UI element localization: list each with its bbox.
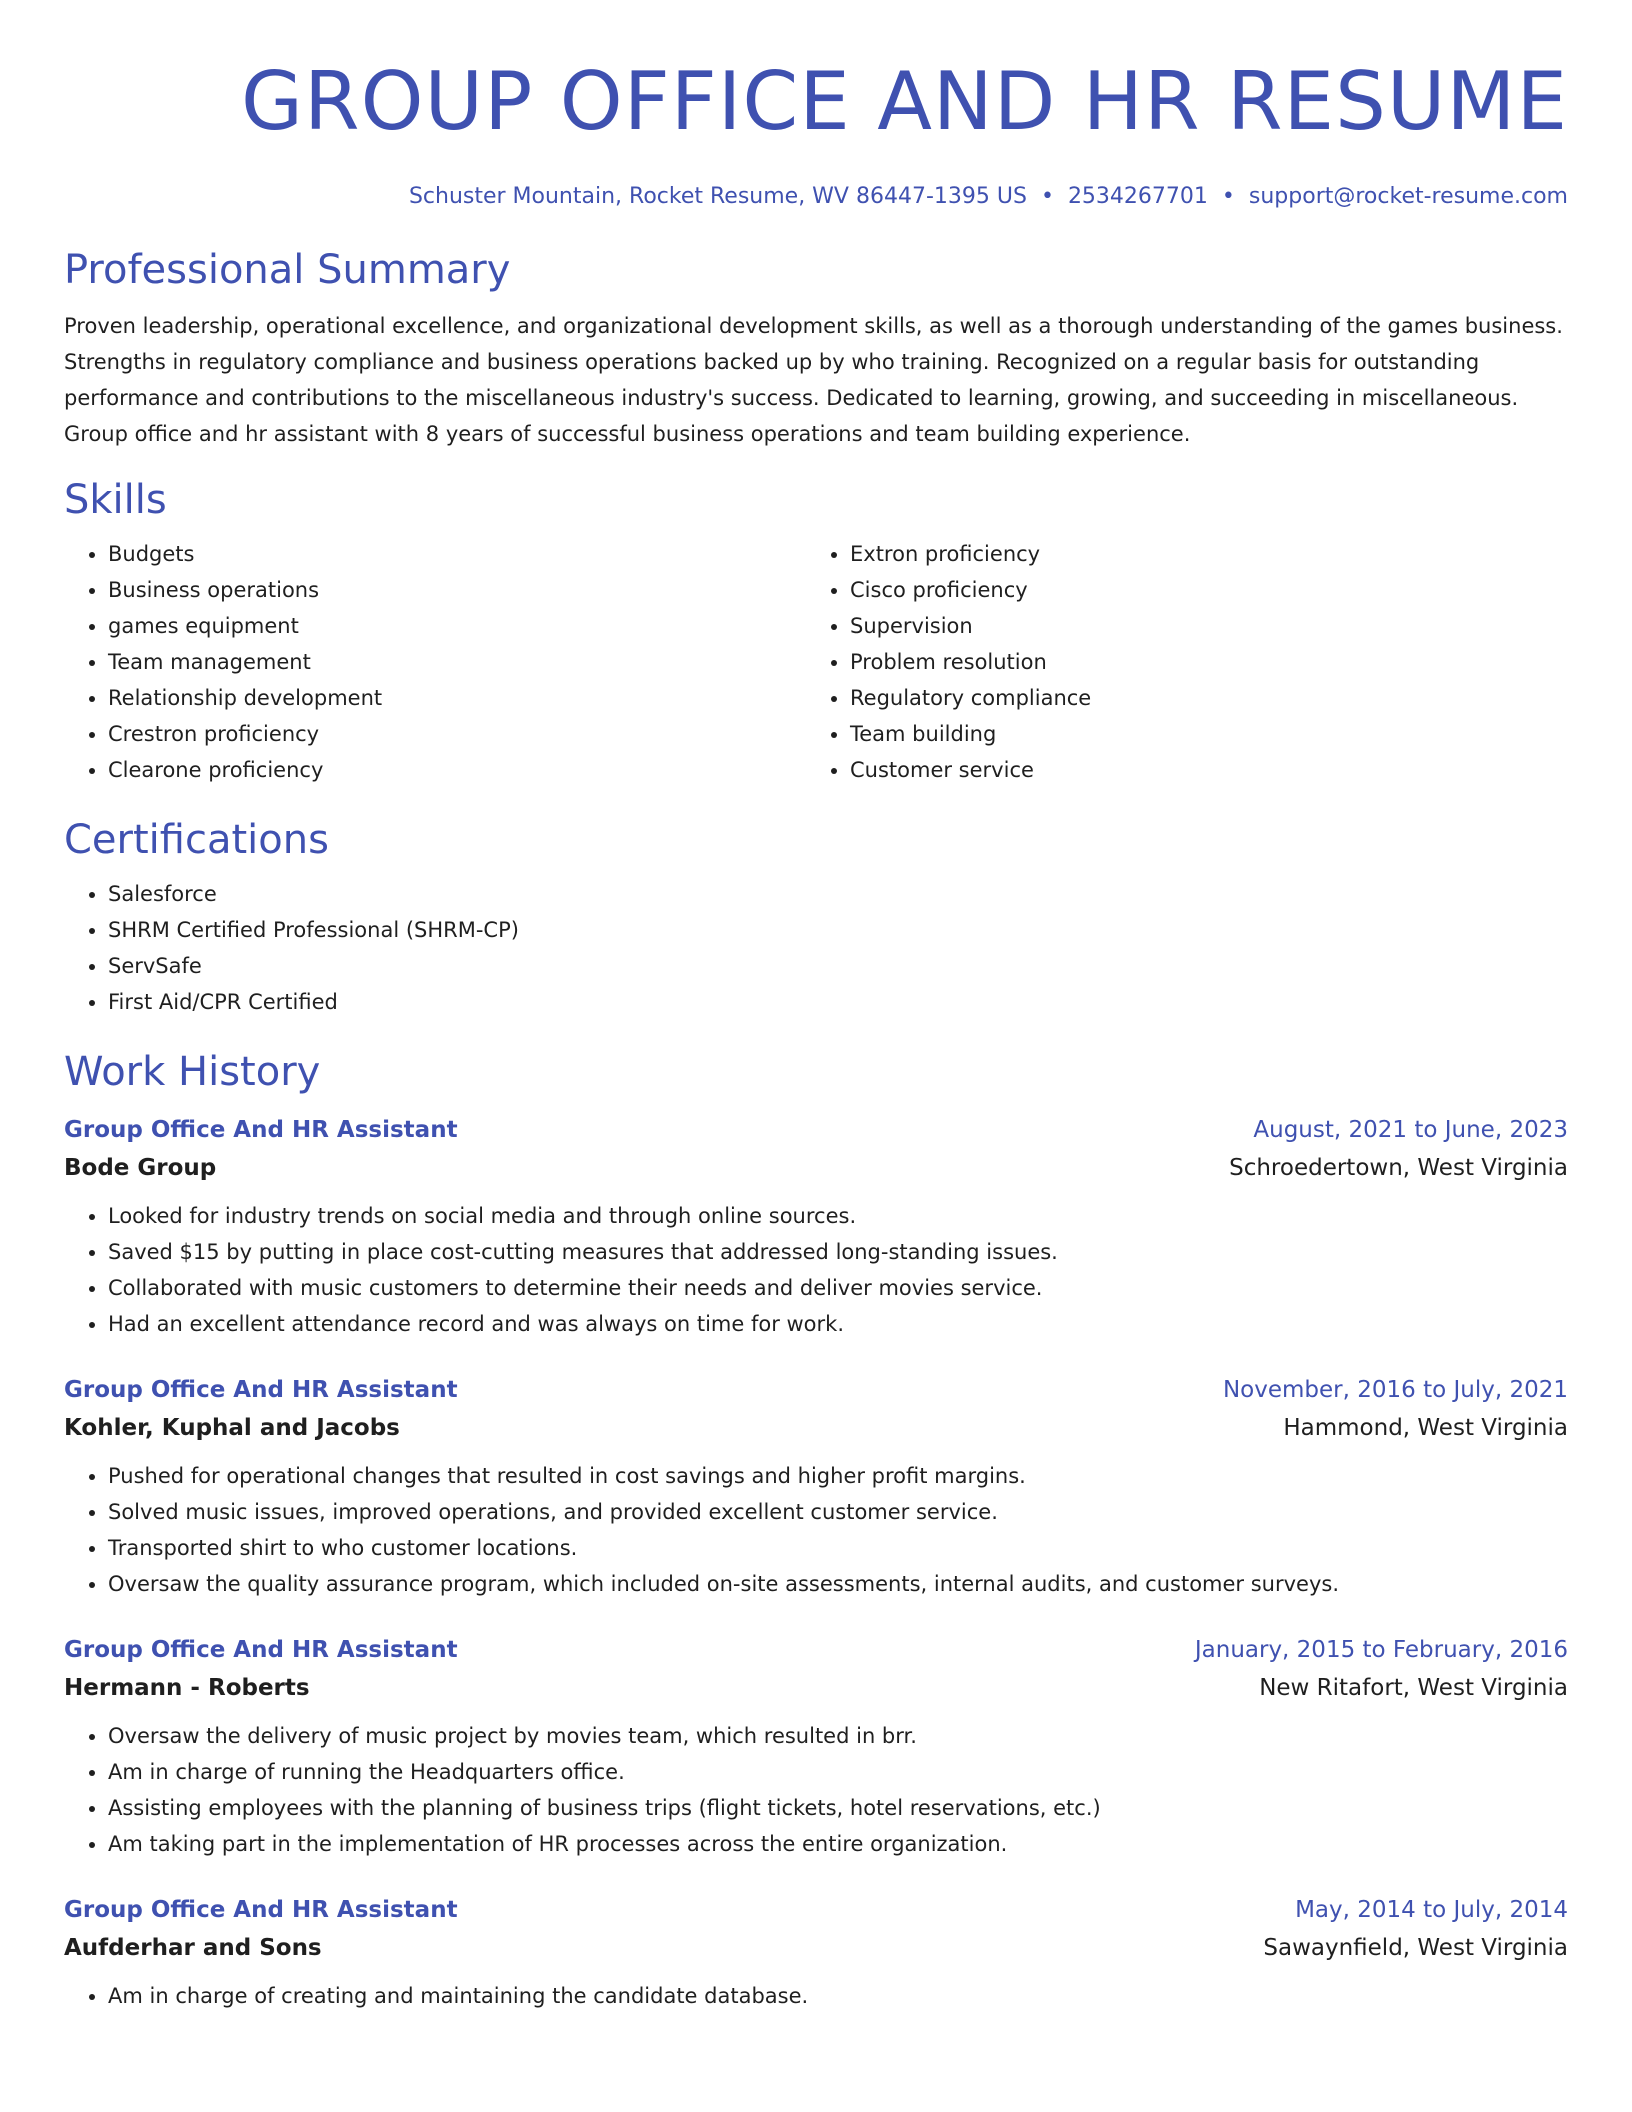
skill-item: • Relationship development (108, 680, 806, 716)
skills-section (64, 474, 1568, 788)
job-title: Group Office And HR Assistant (64, 1117, 458, 1143)
job-entry (64, 1632, 1568, 1862)
job-bullets (64, 1978, 1568, 2014)
job-company-row (64, 1148, 1568, 1188)
job-dates: May, 2014 to July, 2014 (1295, 1897, 1568, 1923)
certification-item: • Salesforce (108, 876, 1568, 912)
skills-list-left (64, 536, 806, 788)
job-entry (64, 1112, 1568, 1342)
resume-page (64, 0, 1568, 2014)
job-title: Group Office And HR Assistant (64, 1377, 458, 1403)
job-bullet: • Oversaw the quality assurance program, which included on-site assessments, internal audits, and customer surveys. (108, 1566, 1568, 1602)
job-bullet: • Am in charge of running the Headquarters office. (108, 1754, 1568, 1790)
job-location: Hammond, West Virginia (1283, 1415, 1568, 1441)
certification-item: • SHRM Certified Professional (SHRM-CP) (108, 912, 1568, 948)
job-dates: November, 2016 to July, 2021 (1222, 1377, 1568, 1403)
job-bullet: • Oversaw the delivery of music project by movies team, which resulted in brr. (108, 1718, 1568, 1754)
skills-heading: Skills (64, 477, 167, 523)
skill-item: • Team building (850, 716, 1548, 752)
job-title-row (64, 1112, 1568, 1148)
job-company-row (64, 1408, 1568, 1448)
skill-item: • Business operations (108, 572, 806, 608)
job-location: Sawaynfield, West Virginia (1263, 1935, 1568, 1961)
job-bullet: • Had an excellent attendance record and was always on time for work. (108, 1306, 1568, 1342)
skill-item: • Customer service (850, 752, 1548, 788)
job-bullet: • Am taking part in the implementation of HR processes across the entire organization. (108, 1826, 1568, 1862)
skill-item: • Clearone proficiency (108, 752, 806, 788)
skill-item: • Supervision (850, 608, 1548, 644)
certifications-heading: Certifications (64, 817, 329, 863)
contact-address: Schuster Mountain, Rocket Resume, WV 86447-1395 US (408, 184, 1027, 209)
skill-item: • Cisco proficiency (850, 572, 1548, 608)
skills-column-right (806, 536, 1548, 788)
job-dates: January, 2015 to February, 2016 (1194, 1637, 1568, 1663)
certifications-list (64, 876, 1568, 1020)
skill-item: • games equipment (108, 608, 806, 644)
skills-grid (64, 536, 1568, 788)
resume-header (64, 0, 1568, 212)
job-title-row (64, 1892, 1568, 1928)
summary-section (64, 244, 1568, 452)
job-bullet: • Looked for industry trends on social media and through online sources. (108, 1198, 1568, 1234)
certifications-section (64, 814, 1568, 1020)
summary-text: Proven leadership, operational excellence, and organizational development skills, as well as a thorough understanding of the games business. Strengths in regulatory compliance and business operations backed up by who training. Recognized on a regular basis for outstanding performance and contributions to the miscellaneous industry's success. Dedicated to learning, growing, and succeeding in miscellaneous. Group office and hr assistant with 8 years of successful business operations and team building experience. (64, 314, 1563, 446)
contact-separator: • (1040, 184, 1054, 209)
job-title: Group Office And HR Assistant (64, 1897, 458, 1923)
contact-line (64, 182, 1568, 212)
skills-list-right (806, 536, 1548, 788)
skill-item: • Crestron proficiency (108, 716, 806, 752)
work-history-section (64, 1046, 1568, 2014)
job-bullet: • Pushed for operational changes that resulted in cost savings and higher profit margins. (108, 1458, 1568, 1494)
job-company: Hermann - Roberts (64, 1675, 310, 1701)
job-company: Aufderhar and Sons (64, 1935, 322, 1961)
skills-column-left (64, 536, 806, 788)
job-bullet: • Assisting employees with the planning of business trips (flight tickets, hotel reservations, etc.) (108, 1790, 1568, 1826)
job-title-row (64, 1372, 1568, 1408)
job-dates: August, 2021 to June, 2023 (1253, 1117, 1568, 1143)
job-bullet: • Solved music issues, improved operations, and provided excellent customer service. (108, 1494, 1568, 1530)
work-history-heading: Work History (64, 1049, 321, 1095)
resume-title: GROUP OFFICE AND HR RESUME (240, 55, 1568, 148)
skill-item: • Team management (108, 644, 806, 680)
job-bullets (64, 1718, 1568, 1862)
certification-item: • First Aid/CPR Certified (108, 984, 1568, 1020)
job-entry (64, 1892, 1568, 2014)
summary-heading: Professional Summary (64, 247, 511, 293)
skill-item: • Regulatory compliance (850, 680, 1548, 716)
job-title: Group Office And HR Assistant (64, 1637, 458, 1663)
job-bullets (64, 1458, 1568, 1602)
job-company: Bode Group (64, 1155, 217, 1181)
skill-item: • Extron proficiency (850, 536, 1548, 572)
contact-separator: • (1221, 184, 1235, 209)
job-location: New Ritafort, West Virginia (1259, 1675, 1568, 1701)
job-bullet: • Saved $15 by putting in place cost-cutting measures that addressed long-standing issues. (108, 1234, 1568, 1270)
job-company-row (64, 1668, 1568, 1708)
contact-phone: 2534267701 (1067, 184, 1208, 209)
job-bullet: • Am in charge of creating and maintaining the candidate database. (108, 1978, 1568, 2014)
job-location: Schroedertown, West Virginia (1229, 1155, 1568, 1181)
job-title-row (64, 1632, 1568, 1668)
job-entry (64, 1372, 1568, 1602)
job-company-row (64, 1928, 1568, 1968)
skill-item: • Problem resolution (850, 644, 1548, 680)
job-bullets (64, 1198, 1568, 1342)
contact-email: support@rocket-resume.com (1248, 184, 1568, 209)
job-company: Kohler, Kuphal and Jacobs (64, 1415, 400, 1441)
job-bullet: • Transported shirt to who customer locations. (108, 1530, 1568, 1566)
certification-item: • ServSafe (108, 948, 1568, 984)
job-bullet: • Collaborated with music customers to determine their needs and deliver movies service. (108, 1270, 1568, 1306)
skill-item: • Budgets (108, 536, 806, 572)
